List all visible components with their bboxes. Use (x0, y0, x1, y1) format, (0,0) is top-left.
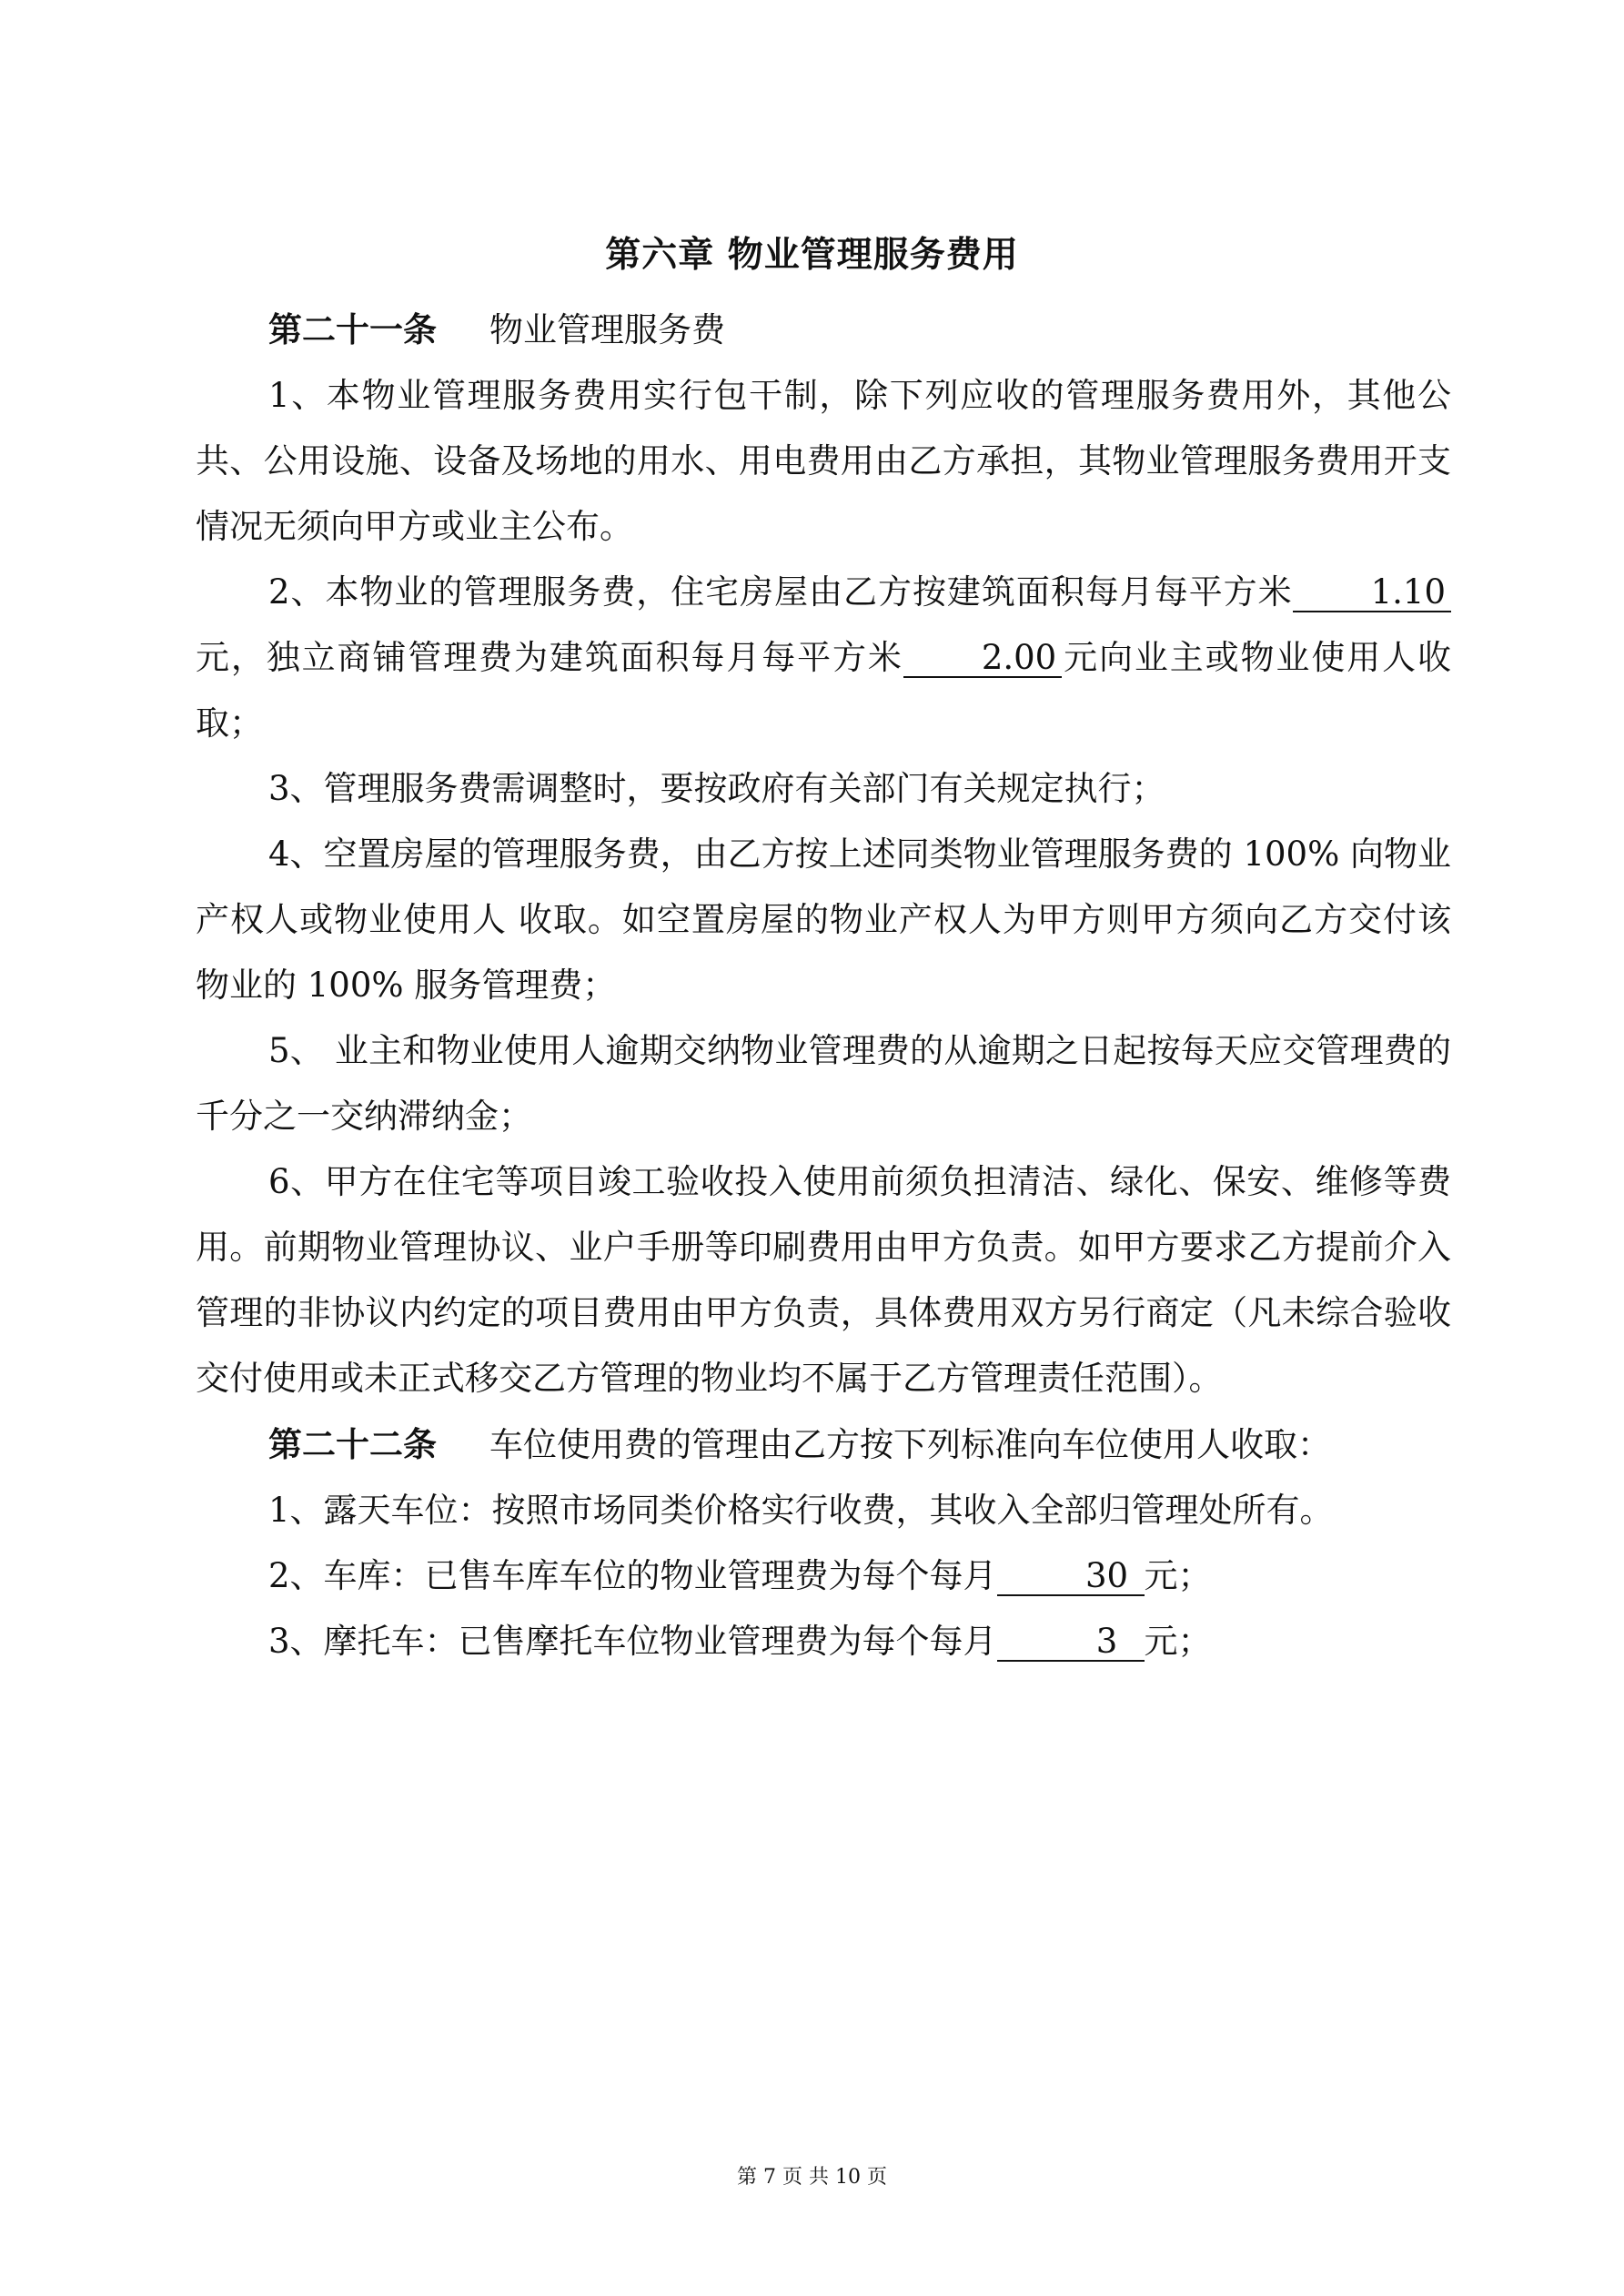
garage-clause-text-b: 元； (1144, 1556, 1212, 1595)
clause-2-text-b: 元，独立商铺管理费为建筑面积每月每平方米 (196, 638, 903, 677)
article-22-number: 第二十二条 (268, 1424, 437, 1464)
article-21-clause-2 (196, 560, 1451, 756)
article-21-title: 物业管理服务费 (489, 310, 725, 349)
document-body (196, 297, 1451, 1674)
article-22-clause-2 (196, 1543, 1451, 1609)
article-22-clause-1: 1、露天车位：按照市场同类价格实行收费，其收入全部归管理处所有。 (268, 1491, 1334, 1530)
article-22-heading-paragraph (196, 1411, 1451, 1478)
article-21-clause-6: 6、甲方在住宅等项目竣工验收投入使用前须负担清洁、绿化、保安、维修等费用。前期物业管理协议、业户手册等印刷费用由甲方负责。如甲方要求乙方提前介入管理的非协议内约定的项目费用由甲方负责，具体费用双方另行商定（凡未综合验收交付使用或未正式移交乙方管理的物业均不属于乙方管理责任范围）。 (196, 1162, 1451, 1398)
motorcycle-fee-value: 3 (997, 1623, 1145, 1662)
article-22-clause-3 (196, 1609, 1451, 1674)
shop-fee-value: 2.00 (903, 640, 1062, 678)
garage-fee-value: 30 (997, 1558, 1145, 1596)
article-21-number: 第二十一条 (268, 309, 437, 349)
garage-clause-text-a: 2、车库：已售车库车位的物业管理费为每个每月 (268, 1556, 997, 1595)
motorcycle-clause-text-b: 元； (1144, 1622, 1212, 1661)
article-21-heading-paragraph (196, 297, 1451, 363)
article-21-clause-5: 5、 业主和物业使用人逾期交纳物业管理费的从逾期之日起按每天应交管理费的千分之一交纳滞纳金； (196, 1031, 1451, 1136)
chapter-title: 第六章 物业管理服务费用 (605, 234, 1019, 276)
article-21-clause-3: 3、管理服务费需调整时，要按政府有关部门有关规定执行； (268, 769, 1165, 808)
clause-2-text-c: 元向业主或物业使用人收取； (196, 638, 1451, 743)
motorcycle-clause-text-a: 3、摩托车：已售摩托车位物业管理费为每个每月 (268, 1622, 997, 1661)
page-footer: 第 7 页 共 10 页 (737, 2166, 887, 2189)
residential-fee-value: 1.10 (1293, 574, 1451, 612)
article-22-title: 车位使用费的管理由乙方按下列标准向车位使用人收取： (489, 1425, 1331, 1464)
article-21-clause-4: 4、空置房屋的管理服务费，由乙方按上述同类物业管理服务费的 100% 向物业产权人或物业使用人 收取。如空置房屋的物业产权人为甲方则甲方须向乙方交付该物业的 100% 服务管理费； (196, 834, 1451, 1005)
clause-2-text-a: 2、本物业的管理服务费，住宅房屋由乙方按建筑面积每月每平方米 (268, 572, 1293, 612)
article-21-clause-1: 1、本物业管理服务费用实行包干制，除下列应收的管理服务费用外，其他公共、公用设施、设备及场地的用水、用电费用由乙方承担，其物业管理服务费用开支情况无须向甲方或业主公布。 (196, 376, 1451, 546)
